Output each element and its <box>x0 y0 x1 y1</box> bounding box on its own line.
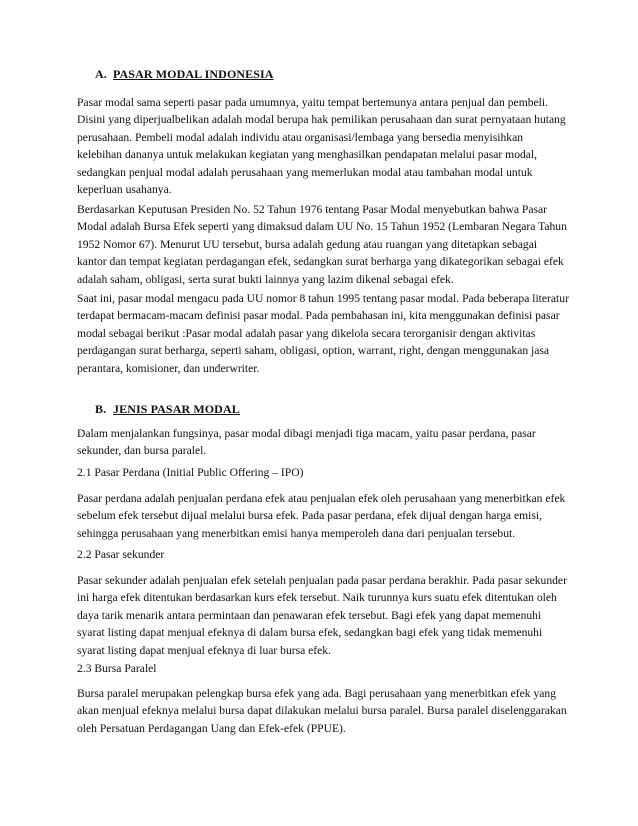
section-a-paragraph-3: Saat ini, pasar modal mengacu pada UU nomor 8 tahun 1995 tentang pasar modal. Pada beberapa literatur terdapat bermacam-macam definisi pasar modal. Pada pembahasan ini, kita menggunakan definisi pasar modal sebagai berikut :Pasar modal adalah pasar yang dikelola secara terorganisir dengan aktivitas perdagangan surat berharga, seperti saham, obligasi, option, warrant, right, dengan menggunakan jasa perantara, komisioner, dan underwriter. <box>77 292 569 375</box>
section-b-heading <box>95 401 240 418</box>
section-b-intro: Dalam menjalankan fungsinya, pasar modal dibagi menjadi tiga macam, yaitu pasar perdana, pasar sekunder, dan bursa paralel. <box>77 427 536 458</box>
subsection-2-1-text: Pasar perdana adalah penjualan perdana efek atau penjualan efek oleh perusahaan yang menerbitkan efek sebelum efek tersebut dijual melalui bursa efek. Pada pasar perdana, efek dijual dengan harga emisi, sehingga perusahaan yang menerbitkan emisi hanya memperoleh dana dari penjualan tersebut. <box>77 492 566 540</box>
section-b-letter: B. <box>95 402 107 416</box>
section-a-paragraph-2: Berdasarkan Keputusan Presiden No. 52 Tahun 1976 tentang Pasar Modal menyebutkan bahwa Pasar Modal adalah Bursa Efek seperti yang dimaksud dalam UU No. 15 Tahun 1952 (Lembaran Negara Tahun 1952 Nomor 67). Menurut UU tersebut, bursa adalah gedung atau ruangan yang ditetapkan sebagai kantor dan tempat kegiatan perdagangan efek, sedangkan surat berharga yang dikategorikan sebagai efek adalah saham, obligasi, serta surat bukti lainnya yang lazim dikenal sebagai efek. <box>77 203 567 286</box>
section-a-paragraph-1: Pasar modal sama seperti pasar pada umumnya, yaitu tempat bertemunya antara penjual dan pembeli. Disini yang diperjualbelikan adalah modal berupa hak pemilikan perusahaan dan surat pernyataan hutang perusahaan. Pembeli modal adalah individu atau organisasi/lembaga yang bersedia menyisihkan kelebihan dananya untuk melakukan kegiatan yang menghasilkan pendapatan melalui pasar modal, sedangkan penjual modal adalah perusahaan yang memerlukan modal atau tambahan modal untuk keperluan usahanya. <box>77 96 566 197</box>
subsection-2-3-heading: 2.3 Bursa Paralel <box>77 662 157 675</box>
subsection-2-2-heading: 2.2 Pasar sekunder <box>77 548 165 561</box>
section-b-title: JENIS PASAR MODAL <box>113 402 240 416</box>
subsection-2-3-text: Bursa paralel merupakan pelengkap bursa efek yang ada. Bagi perusahaan yang menerbitkan efek yang akan menjual efeknya melalui bursa dapat dilakukan melalui bursa paralel. Bursa paralel diselenggarakan oleh Persatuan Perdagangan Uang dan Efek-efek (PPUE). <box>77 687 567 735</box>
section-a-title: PASAR MODAL INDONESIA <box>113 67 274 81</box>
section-a-letter: A. <box>95 67 107 81</box>
subsection-2-2-text: Pasar sekunder adalah penjualan efek setelah penjualan pada pasar perdana berakhir. Pada pasar sekunder ini harga efek ditentukan berdasarkan kurs efek tersebut. Naik turunnya kurs suatu efek ditentukan oleh daya tarik menarik antara permintaan dan penawaran efek tersebut. Bagi efek yang dapat memenuhi syarat listing dapat menjual efeknya di dalam bursa efek, sedangkan bagi efek yang tidak memenuhi syarat listing dapat menjual efeknya di luar bursa efek. <box>77 574 567 657</box>
subsection-2-1-heading: 2.1 Pasar Perdana (Initial Public Offering – IPO) <box>77 466 304 479</box>
section-a-heading <box>95 66 274 83</box>
